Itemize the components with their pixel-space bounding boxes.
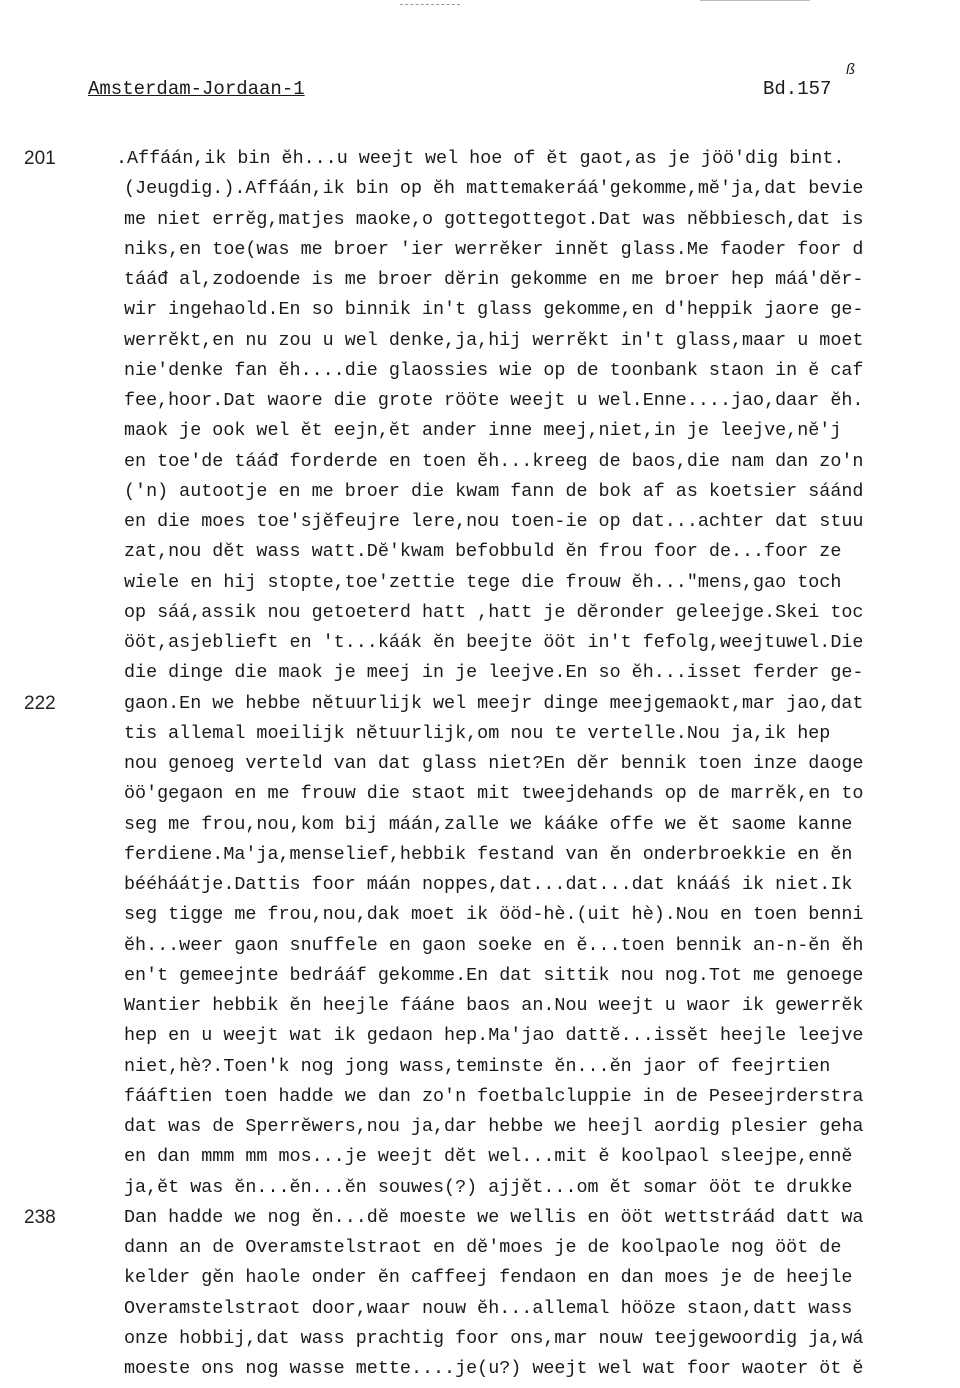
line-text: bééháátje.Dattis foor máán noppes,dat...dat...dat knááś ik niet.Ik [124, 874, 853, 895]
line-text: tááđ al,zodoende is me broer dĕrin gekomme en me broer hep máá'dĕr- [124, 269, 864, 290]
transcript-line [0, 779, 960, 809]
page-number: Bd.157 [763, 78, 832, 100]
transcript-line [0, 900, 960, 930]
transcript-line [0, 658, 960, 688]
transcript-line [0, 295, 960, 325]
line-text: öö'gegaon en me frouw die staot mit tweejdehands op de marrĕk,en to [124, 783, 864, 805]
line-text: fee,hoor.Dat waore die grote rööte weejt u wel.Enne....jao,daar ĕh. [124, 390, 864, 411]
line-text: fááftien toen hadde we dan zo'n foetbalcluppie in de Peseejrderstra [124, 1085, 864, 1107]
line-text: ferdiene.Ma'ja,menselief,hebbik festand van ĕn onderbroekkie en ĕn [124, 843, 853, 865]
line-text: ja,ĕt was ĕn...ĕn...ĕn souwes(?) ajjĕt...om ĕt somar ööt te drukke [124, 1176, 853, 1198]
transcript-line [0, 1082, 960, 1112]
transcript-line [0, 689, 960, 719]
transcript-line [0, 870, 960, 900]
line-text: zat,nou dĕt wass watt.Dĕ'kwam befobbuld ĕn frou foor de...foor ze [124, 541, 842, 563]
line-text: hep en u weejt wat ik gedaon hep.Ma'jao dattĕ...issĕt heejle leejve [124, 1025, 864, 1047]
line-number: 201 [24, 148, 56, 169]
transcript-line [0, 1173, 960, 1203]
line-text: ööt,asjeblieft en 't...káák ĕn beejte ööt in't fefolg,weejtuwel.Die [124, 632, 864, 653]
line-text: (Jeugdig.).Affáán,ik bin op ĕh mattemakeráá'gekomme,mĕ'ja,dat bevie [124, 178, 864, 200]
transcript-line [0, 719, 960, 749]
line-text: maok je ook wel ĕt eejn,ĕt ander inne meej,niet,in je leejve,nĕ'j [124, 420, 842, 442]
transcript-line [0, 991, 960, 1021]
transcript-line [0, 1052, 960, 1082]
line-text: en die moes toe'sjĕfeujre lere,nou toen-ie op dat...achter dat stuu [124, 511, 864, 532]
line-text: Overamstelstraot door,waar nouw ĕh...allemal hööze staon,datt wass [124, 1297, 853, 1319]
line-text: seg me frou,nou,kom bij máán,zalle we kááke offe we ĕt saome kanne [124, 813, 853, 835]
top-edge-mark [400, 4, 460, 5]
line-text: gaon.En we hebbe nĕtuurlijk wel meejr dinge meejgemaokt,mar jao,dat [124, 692, 864, 714]
line-text: wiele en hij stopte,toe'zettie tege die frouw ĕh..."mens,gao toch [124, 571, 842, 593]
line-text: ('n) autootje en me broer die kwam fann de bok af as koetsier sáánd [124, 480, 864, 502]
line-text: .Affáán,ik bin ĕh...u weejt wel hoe of ĕt gaot,as je jöö'dig bint. [116, 148, 845, 169]
transcript-line [0, 174, 960, 204]
transcript-line [0, 1354, 960, 1384]
line-text: onze hobbij,dat wass prachtig foor ons,mar nouw teejgewoordig ja,wá [124, 1327, 864, 1349]
line-text: dat was de Sperrĕwers,nou ja,dar hebbe we heejl aordig plesier geha [124, 1116, 864, 1137]
line-text: seg tigge me frou,nou,dak moet ik ööd-hè.(uit hè).Nou en toen benni [124, 904, 864, 926]
document-title: Amsterdam-Jordaan-1 [88, 78, 305, 100]
transcript-line [0, 961, 960, 991]
transcript-line [0, 810, 960, 840]
transcript-line [0, 265, 960, 295]
transcript-line [0, 840, 960, 870]
transcript-line [0, 447, 960, 477]
line-text: nou genoeg verteld van dat glass niet?En dĕr bennik toen inze daoge [124, 753, 864, 774]
line-text: tis allemal moeilijk nĕtuurlijk,om nou te vertelle.Nou ja,ik hep [124, 722, 831, 744]
line-text: dann an de Overamstelstraot en dĕ'moes je de koolpaole nog ööt de [124, 1237, 842, 1258]
transcript-line [0, 144, 960, 174]
line-text: wir ingehaold.En so binnik in't glass gekomme,en d'heppik jaore ge- [124, 299, 864, 321]
line-text: nie'denke fan ĕh....die glaossies wie op de toonbank staon in ĕ caf [124, 359, 864, 381]
transcript-line [0, 537, 960, 567]
line-text: moeste ons nog wasse mette....je(u?) weejt wel wat foor waoter öt ĕ [124, 1358, 864, 1379]
transcript-line [0, 386, 960, 416]
line-text: en dan mmm mm mos...je weejt dĕt wel...mit ĕ koolpaol sleejpe,ennĕ [124, 1146, 853, 1168]
line-text: niet,hè?.Toen'k nog jong wass,teminste ĕn...ĕn jaor of feejrtien [124, 1055, 831, 1077]
transcript-line [0, 598, 960, 628]
line-text: me niet errĕg,matjes maoke,o gottegottegot.Dat was nĕbbiesch,dat is [124, 208, 864, 230]
page-header [88, 62, 920, 108]
transcript-line [0, 356, 960, 386]
transcript-line [0, 205, 960, 235]
line-text: kelder gĕn haole onder ĕn caffeej fendaon en dan moes je de heejle [124, 1267, 853, 1289]
line-number: 222 [24, 692, 56, 714]
transcript-line [0, 1263, 960, 1293]
transcript-line [0, 749, 960, 779]
transcript-line [0, 931, 960, 961]
line-text: en toe'de tááđ forderde en toen ĕh...kreeg de baos,die nam dan zo'n [124, 450, 864, 472]
line-text: niks,en toe(was me broer 'ier werrĕker innĕt glass.Me faoder foor d [124, 238, 864, 260]
line-text: die dinge die maok je meej in je leejve.En so ĕh...isset ferder ge- [124, 662, 864, 684]
line-text: Wantier hebbik ĕn heejle fááne baos an.Nou weejt u waor ik gewerrĕk [124, 995, 864, 1016]
transcript-line [0, 1294, 960, 1324]
transcript-line [0, 568, 960, 598]
line-text: ĕh...weer gaon snuffele en gaon soeke en ĕ...toen bennik an-n-ĕn ĕh [124, 934, 864, 956]
transcript-body [0, 144, 960, 1384]
line-text: en't gemeejnte bedrááf gekomme.En dat sittik nou nog.Tot me genoege [124, 964, 864, 986]
transcript-line [0, 507, 960, 537]
transcript-line [0, 1021, 960, 1051]
line-number: 238 [24, 1206, 56, 1228]
transcript-line [0, 1112, 960, 1142]
transcript-line [0, 1142, 960, 1172]
line-text: Dan hadde we nog ĕn...dĕ moeste we wellis en ööt wettstráád datt wa [124, 1206, 864, 1228]
handwritten-page-mark: ß [846, 62, 856, 79]
transcript-line [0, 1233, 960, 1263]
line-text: op sáá,assik nou getoeterd hatt ,hatt je dĕronder geleejge.Skei toc [124, 601, 864, 623]
transcript-line [0, 628, 960, 658]
transcript-line [0, 1203, 960, 1233]
transcript-line [0, 326, 960, 356]
line-text: werrĕkt,en nu zou u wel denke,ja,hij werrĕkt in't glass,maar u moet [124, 329, 864, 351]
transcript-line [0, 1324, 960, 1354]
transcript-line [0, 477, 960, 507]
top-edge-rule [700, 0, 810, 1]
transcript-line [0, 235, 960, 265]
transcript-line [0, 416, 960, 446]
